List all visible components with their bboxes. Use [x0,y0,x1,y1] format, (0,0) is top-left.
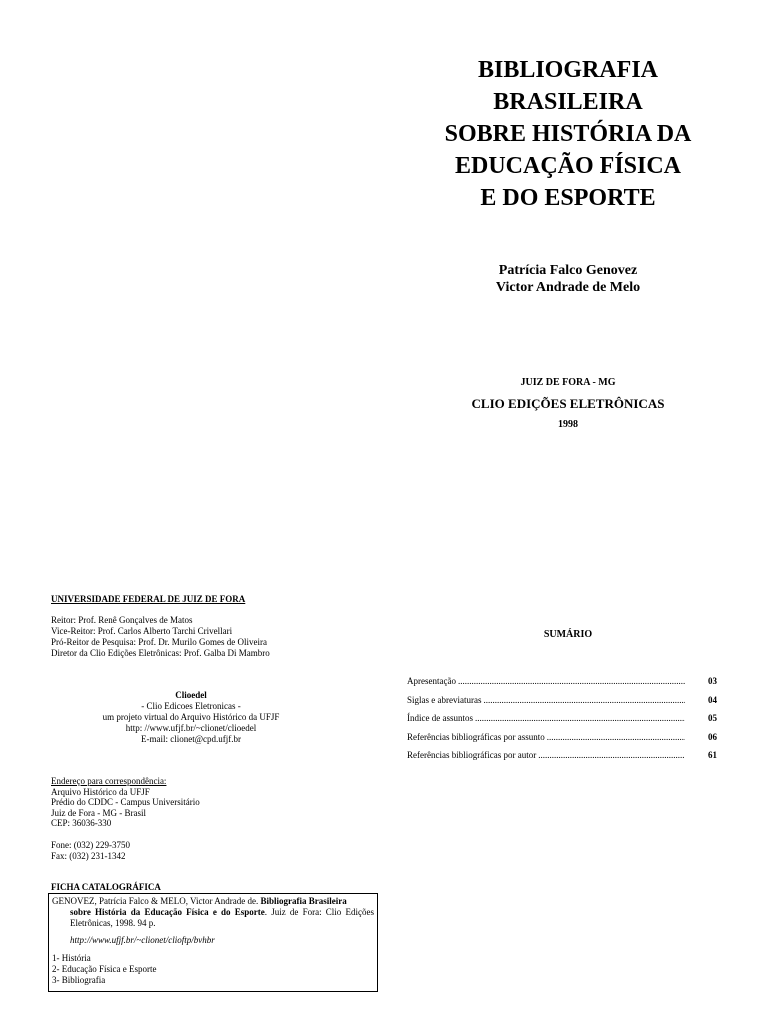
clioedel-line: - Clio Edicoes Eletronicas - [141,701,241,711]
catalog-card-title: FICHA CATALOGRÁFICA [51,882,161,892]
table-of-contents [407,676,717,769]
toc-heading: SUMÁRIO [543,629,593,640]
toc-leader-dots [483,695,685,705]
authors [420,262,716,296]
title-line: SOBRE HISTÓRIA DA [444,121,692,147]
address-line: CEP: 36036-330 [51,818,112,828]
toc-entry-label: Apresentação [407,676,456,686]
fax-line: Fax: (032) 231-1342 [51,851,126,861]
citation-title-part1: Bibliografia Brasileira [260,896,347,906]
toc-entry[interactable] [407,732,717,751]
publisher: CLIO EDIÇÕES ELETRÔNICAS [471,396,665,411]
clioedel-url[interactable]: http: //www.ufjf.br/~clionet/clioedel [125,723,257,733]
toc-entry-page: 03 [708,676,717,686]
staff-list [51,615,270,659]
clioedel-line: um projeto virtual do Arquivo Histórico da UFJF [102,712,280,722]
phone-line: Fone: (032) 229-3750 [51,840,130,850]
author-name: Victor Andrade de Melo [495,280,641,295]
toc-entry-label: Índice de assuntos [407,713,473,723]
address-line: Arquivo Histórico da UFJF [51,786,150,797]
toc-entry[interactable] [407,676,717,695]
toc-entry[interactable] [407,713,717,732]
clioedel-name: Clioedel [175,690,207,700]
title-line: E DO ESPORTE [480,185,656,211]
address-heading: Endereço para correspondência: [51,776,167,786]
toc-entry[interactable] [407,750,717,769]
toc-entry[interactable] [407,695,717,714]
contact-phones [51,840,130,862]
toc-entry-page: 05 [708,713,717,723]
author-name: Patrícia Falco Genovez [498,263,638,278]
staff-line: Reitor: Prof. Renê Gonçalves de Matos [51,615,193,625]
toc-entry-page: 06 [708,731,717,742]
address-line: Juiz de Fora - MG - Brasil [51,807,146,818]
toc-entry-label: Referências bibliográficas por autor [407,750,537,760]
toc-leader-dots [458,676,685,686]
title-line: BIBLIOGRAFIA [477,57,659,83]
citation-authors: GENOVEZ, Patrícia Falco & MELO, Victor Andrade de. [52,896,261,906]
title-line: EDUCAÇÃO FÍSICA [454,153,682,179]
catalog-card [48,893,378,992]
staff-line: Pró-Reitor de Pesquisa: Prof. Dr. Murilo Gomes de Oliveira [51,637,267,647]
toc-entry-page: 04 [708,694,717,705]
citation-imprint: . Juiz de Fora: Clio Edições Eletrônicas, 1998. 94 p. [70,907,374,928]
publication-place: JUIZ DE FORA - MG [520,377,616,388]
address-line: Prédio do CDDC - Campus Universitário [51,797,200,807]
toc-entry-page: 61 [708,750,717,760]
staff-line: Vice-Reitor: Prof. Carlos Alberto Tarchi Crivellari [51,626,233,636]
subject-item: 1- História [52,953,91,963]
catalog-citation [52,896,374,929]
mailing-address [51,776,200,829]
subject-item: 3- Bibliografia [52,975,106,985]
book-title [420,54,716,214]
catalog-subjects [52,953,374,986]
staff-line: Diretor da Clio Edições Eletrônicas: Prof. Galba Di Mambro [51,648,270,658]
toc-leader-dots [538,750,685,760]
title-line: BRASILEIRA [493,89,643,115]
citation-title-part2: sobre História da Educação Física e do Esporte [70,907,265,917]
publication-year: 1998 [558,419,578,430]
toc-entry-label: Siglas e abreviaturas [407,694,482,705]
toc-leader-dots [547,732,685,742]
clioedel-block [51,690,331,745]
university-heading: UNIVERSIDADE FEDERAL DE JUIZ DE FORA [51,594,246,604]
subject-item: 2- Educação Física e Esporte [52,964,157,974]
toc-entry-label: Referências bibliográficas por assunto [407,731,545,742]
clioedel-email[interactable]: E-mail: clionet@cpd.ufjf.br [140,734,241,744]
catalog-url[interactable]: http://www.ufjf.br/~clionet/clioftp/bvhbr [70,935,215,945]
toc-leader-dots [475,713,685,723]
